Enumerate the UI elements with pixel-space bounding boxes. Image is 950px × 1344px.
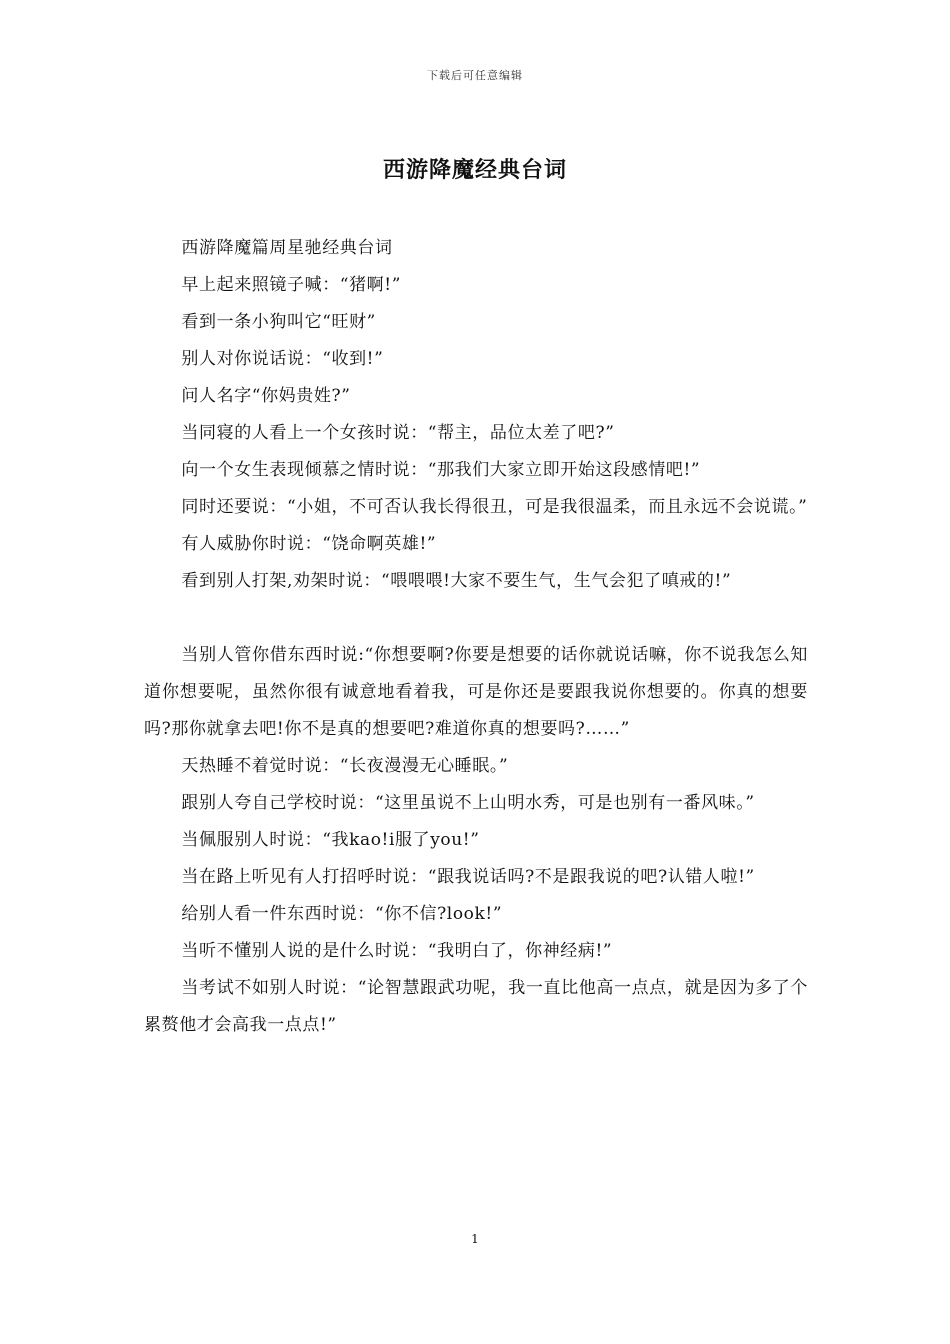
header-note: 下载后可任意编辑: [427, 69, 523, 82]
paragraph: 当听不懂别人说的是什么时说：“我明白了，你神经病!”: [181, 941, 613, 961]
paragraph: 当别人管你借东西时说:“你想要啊?你要是想要的话你就说话嘛，你不说我怎么知道你想要呢，虽然你很有诚意地看着我，可是你还是要跟我说你想要的。你真的想要吗?那你就拿去吧!你不是真的想要吧?难道你真的想要吗?……”: [144, 645, 808, 739]
paragraph: 当同寝的人看上一个女孩时说：“帮主，品位太差了吧?”: [181, 423, 615, 443]
document-title: 西游降魔经典台词: [382, 157, 567, 183]
paragraph: 西游降魔篇周星驰经典台词: [181, 238, 393, 258]
page-number: 1: [471, 1232, 479, 1246]
paragraph: 早上起来照镜子喊：“猪啊!”: [181, 275, 402, 295]
paragraph: 看到别人打架,劝架时说：“喂喂喂!大家不要生气，生气会犯了嗔戒的!”: [181, 571, 732, 591]
paragraph: 当佩服别人时说：“我kao!i服了you!”: [181, 830, 480, 850]
paragraph: 跟别人夸自己学校时说：“这里虽说不上山明水秀，可是也别有一番风味。”: [181, 793, 755, 813]
paragraph: 看到一条小狗叫它“旺财”: [181, 312, 376, 332]
paragraph-spacer: [144, 600, 808, 637]
document-body: [144, 230, 808, 1044]
paragraph: 当考试不如别人时说：“论智慧跟武功呢，我一直比他高一点点，就是因为多了个累赘他才会高我一点点!”: [144, 978, 808, 1035]
paragraph: 天热睡不着觉时说：“长夜漫漫无心睡眠。”: [181, 756, 509, 776]
paragraph: 有人威胁你时说：“饶命啊英雄!”: [181, 534, 437, 554]
paragraph: 向一个女生表现倾慕之情时说：“那我们大家立即开始这段感情吧!”: [181, 460, 701, 480]
paragraph: 给别人看一件东西时说：“你不信?look!”: [181, 904, 503, 924]
paragraph: 当在路上听见有人打招呼时说：“跟我说话吗?不是跟我说的吧?认错人啦!”: [181, 867, 755, 887]
paragraph: 问人名字“你妈贵姓?”: [181, 386, 351, 406]
paragraph: 同时还要说：“小姐，不可否认我长得很丑，可是我很温柔，而且永远不会说谎。”: [181, 497, 808, 517]
paragraph: 别人对你说话说：“收到!”: [181, 349, 384, 369]
